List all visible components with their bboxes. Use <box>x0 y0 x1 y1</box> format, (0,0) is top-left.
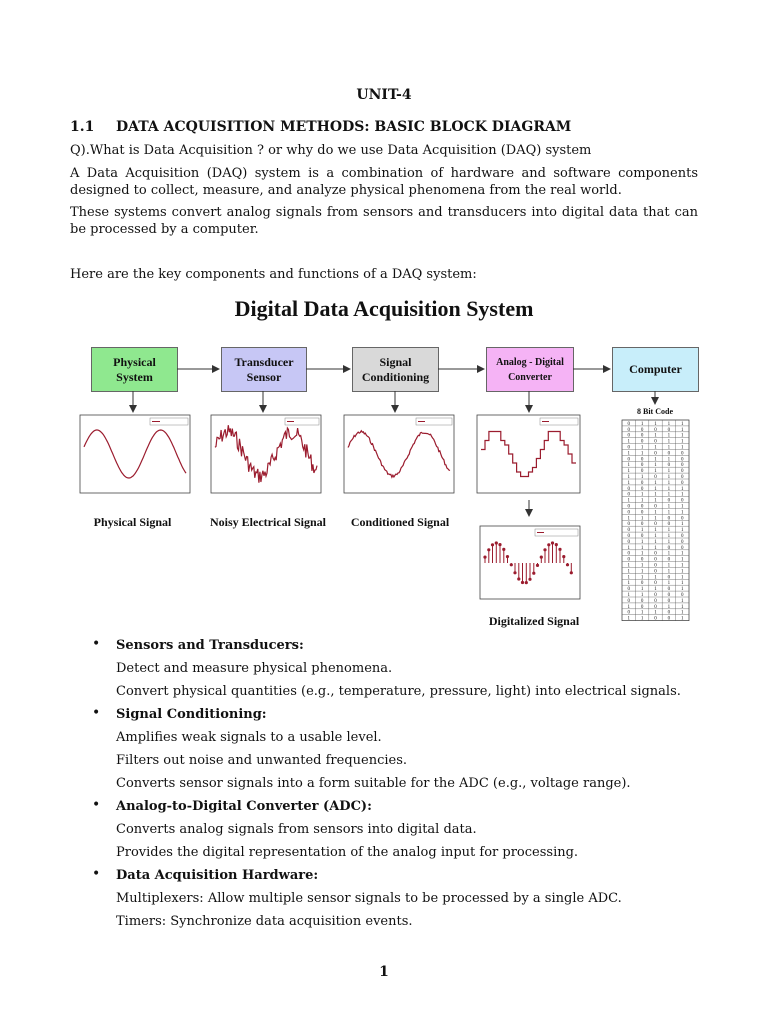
bit-code-cell: 0 <box>654 451 657 457</box>
bit-code-cell: 1 <box>654 534 657 539</box>
bit-code-cell: 1 <box>681 528 684 534</box>
bit-code-cell: 1 <box>681 551 684 557</box>
bit-code-cell: 1 <box>627 581 630 587</box>
bit-code-cell: 1 <box>654 469 657 475</box>
bit-code-cell: 1 <box>654 545 657 551</box>
bit-code-cell: 1 <box>667 433 671 439</box>
list-item-text: Timers: Synchronize data acquisition events. <box>116 914 413 929</box>
list-item-text: Detect and measure physical phenomena. <box>116 661 393 676</box>
block-label: Transducer <box>234 354 294 369</box>
digital-sample-point <box>487 548 490 551</box>
bit-code-cell: 0 <box>640 522 644 528</box>
digital-sample-point <box>502 548 505 551</box>
bit-code-cell: 1 <box>654 610 657 616</box>
bit-code-cell: 0 <box>640 486 644 492</box>
bit-code-cell: 0 <box>640 427 644 433</box>
bit-code-cell: 0 <box>667 522 671 528</box>
digital-sample-point <box>555 543 558 546</box>
bit-code-cell: 1 <box>640 451 644 457</box>
bit-code-cell: 0 <box>654 616 657 622</box>
bit-code-cell: 0 <box>640 534 644 539</box>
bit-code-table <box>622 420 689 622</box>
bit-code-cell: 0 <box>627 486 630 492</box>
bit-code-cell: 1 <box>640 563 644 569</box>
bit-code-cell: 0 <box>681 516 684 522</box>
bullet-icon: • <box>92 797 101 813</box>
block-label: Computer <box>629 362 682 376</box>
bit-code-cell: 0 <box>654 427 657 433</box>
bit-code-cell: 1 <box>667 504 671 510</box>
list-item-title: Data Acquisition Hardware: <box>116 868 319 883</box>
unit-heading: UNIT-4 <box>356 87 412 103</box>
bit-code-cell: 0 <box>681 463 684 469</box>
digital-sample-point <box>483 556 486 559</box>
block-label: Sensor <box>246 369 282 384</box>
bit-code-cell: 1 <box>654 457 657 463</box>
bit-code-cell: 1 <box>640 475 644 480</box>
bit-code-cell: 0 <box>654 557 657 563</box>
components-list <box>92 636 712 935</box>
diagram-title: Digital Data Acquisition System <box>234 296 534 321</box>
bit-code-cell: 0 <box>667 427 671 433</box>
digital-sample-point <box>551 541 554 544</box>
paragraph-components-intro: Here are the key components and functions of a DAQ system: <box>70 267 477 282</box>
bit-code-cell: 1 <box>640 421 644 427</box>
bit-code-cell: 0 <box>640 463 644 469</box>
bit-code-cell: 1 <box>667 457 671 463</box>
bit-code-cell: 1 <box>681 587 684 593</box>
bit-code-cell: 1 <box>627 616 630 622</box>
bit-code-cell: 1 <box>681 569 684 575</box>
bit-code-cell: 1 <box>640 539 644 545</box>
bit-code-cell: 1 <box>627 545 630 551</box>
bit-code-cell: 0 <box>654 551 657 557</box>
block-label: Converter <box>508 371 552 383</box>
bit-code-cell: 0 <box>667 516 671 522</box>
list-item-text: Provides the digital representation of the analog input for processing. <box>116 845 579 860</box>
bit-code-cell: 1 <box>681 522 684 528</box>
digital-sample-point <box>525 581 528 584</box>
bit-code-cell: 1 <box>627 569 630 575</box>
list-item <box>92 797 712 863</box>
bit-code-cell: 0 <box>681 498 684 504</box>
bit-code-cell: 1 <box>627 563 630 569</box>
block-label: System <box>116 369 153 384</box>
bit-code-cell: 1 <box>667 551 671 557</box>
bit-code-cell: 1 <box>640 593 644 598</box>
caption-digitalized-signal: Digitalized Signal <box>488 614 580 628</box>
bit-code-cell: 0 <box>627 587 630 593</box>
bit-code-cell: 0 <box>681 457 684 463</box>
bit-code-cell: 1 <box>667 534 671 539</box>
bit-code-cell: 1 <box>627 604 630 610</box>
bullet-icon: • <box>92 705 101 721</box>
bit-code-cell: 1 <box>681 486 684 492</box>
bit-code-cell: 1 <box>640 575 644 581</box>
bit-code-cell: 0 <box>627 492 630 498</box>
bit-code-cell: 1 <box>681 604 684 610</box>
bullet-icon: • <box>92 866 101 882</box>
bit-code-cell: 0 <box>654 504 657 510</box>
section-number: 1.1 <box>70 119 95 135</box>
bit-code-cell: 1 <box>681 610 684 616</box>
bit-code-cell: 1 <box>667 581 671 587</box>
bit-code-cell: 1 <box>667 492 671 498</box>
bit-code-cell: 0 <box>627 551 630 557</box>
bit-code-cell: 0 <box>627 421 630 427</box>
bit-code-cell: 1 <box>627 516 630 522</box>
bit-code-cell: 1 <box>681 504 684 510</box>
bit-code-cell: 1 <box>654 492 657 498</box>
bit-code-cell: 1 <box>667 510 671 516</box>
bit-code-cell: 1 <box>640 498 644 504</box>
list-item-title: Sensors and Transducers: <box>116 638 304 653</box>
bit-code-cell: 1 <box>681 598 684 604</box>
bit-code-cell: 1 <box>654 539 657 545</box>
list-item <box>92 636 712 702</box>
bit-code-cell: 1 <box>681 563 684 569</box>
bit-code-cell: 0 <box>681 480 684 486</box>
bit-code-cell: 0 <box>654 569 657 575</box>
bit-code-cell: 1 <box>667 563 671 569</box>
digital-sample-point <box>532 572 535 575</box>
list-item-title: Analog-to-Digital Converter (ADC): <box>116 799 372 814</box>
list-item <box>92 866 712 932</box>
bit-code-cell: 1 <box>681 557 684 563</box>
bit-code-cell: 0 <box>627 504 630 510</box>
block-label: Conditioning <box>361 369 430 384</box>
bit-code-cell: 1 <box>627 480 630 486</box>
caption-physical-signal: Physical Signal <box>93 515 172 529</box>
bit-code-cell: 0 <box>654 593 657 598</box>
bit-code-cell: 0 <box>667 593 671 598</box>
plot-frame-physical <box>80 415 190 493</box>
bit-code-cell: 0 <box>627 433 630 439</box>
bit-code-cell: 0 <box>681 475 684 480</box>
bit-code-cell: 0 <box>640 504 644 510</box>
list-item-text: Converts analog signals from sensors into digital data. <box>116 822 477 837</box>
bit-code-cell: 1 <box>681 433 684 439</box>
bit-code-cell: 0 <box>640 557 644 563</box>
bit-code-cell: 1 <box>654 486 657 492</box>
list-item-text: Convert physical quantities (e.g., temperature, pressure, light) into electrical signals. <box>116 684 681 699</box>
bit-code-cell: 0 <box>627 598 630 604</box>
bit-code-cell: 0 <box>667 616 671 622</box>
bit-code-cell: 0 <box>640 469 644 475</box>
list-item-text: Converts sensor signals into a form suitable for the ADC (e.g., voltage range). <box>116 776 631 791</box>
bit-code-cell: 0 <box>627 427 630 433</box>
digital-sample-point <box>528 578 531 581</box>
digital-sample-point <box>498 543 501 546</box>
bit-code-cell: 0 <box>640 581 644 587</box>
bit-code-cell: 1 <box>654 421 657 427</box>
bit-code-cell: 1 <box>667 528 671 534</box>
digital-sample-point <box>517 577 520 580</box>
bit-code-cell: 1 <box>627 575 630 581</box>
block-label: Signal <box>379 354 412 369</box>
bit-code-cell: 1 <box>654 528 657 534</box>
bit-code-cell: 0 <box>667 575 671 581</box>
bit-code-cell: 0 <box>654 598 657 604</box>
plot-frame-noisy <box>211 415 321 493</box>
digital-sample-point <box>543 548 546 551</box>
bit-code-cell: 0 <box>654 439 657 445</box>
caption-conditioned-signal: Conditioned Signal <box>350 515 450 529</box>
bit-code-cell: 0 <box>627 522 630 528</box>
bit-code-cell: 1 <box>654 510 657 516</box>
list-item-text: Amplifies weak signals to a usable level. <box>116 730 382 745</box>
list-item-title: Signal Conditioning: <box>116 707 267 722</box>
list-item-text: Multiplexers: Allow multiple sensor signals to be processed by a single ADC. <box>116 891 622 906</box>
bit-code-cell: 0 <box>640 439 644 445</box>
bit-code-cell: 1 <box>667 539 671 545</box>
bit-code-cell: 1 <box>667 486 671 492</box>
plot-frame-conditioned <box>344 415 454 493</box>
paragraph-daq-conversion: These systems convert analog signals from sensors and transducers into digital data that can be processed by a computer. <box>70 205 698 237</box>
bit-code-cell: 0 <box>681 539 684 545</box>
bit-code-cell: 1 <box>640 551 644 557</box>
bullet-icon: • <box>92 636 101 652</box>
bit-code-cell: 1 <box>640 616 644 622</box>
bit-code-cell: 1 <box>654 516 657 522</box>
bit-code-cell: 1 <box>640 492 644 498</box>
bit-code-cell: 0 <box>640 480 644 486</box>
bit-code-cell: 0 <box>640 510 644 516</box>
bit-code-cell: 0 <box>654 581 657 587</box>
digital-sample-point <box>491 543 494 546</box>
section-title: DATA ACQUISITION METHODS: BASIC BLOCK DIAGRAM <box>116 119 572 135</box>
bit-code-cell: 1 <box>627 439 630 445</box>
bit-code-cell: 0 <box>667 557 671 563</box>
plot-frame-digital <box>480 526 580 599</box>
bit-code-cell: 1 <box>627 469 630 475</box>
block-label: Analog - Digital <box>496 356 564 368</box>
digital-sample-point <box>570 571 573 574</box>
bit-code-cell: 0 <box>681 534 684 539</box>
bit-code-cell: 1 <box>640 445 644 451</box>
digital-sample-point <box>540 556 543 559</box>
bit-code-cell: 0 <box>627 457 630 463</box>
digital-sample-point <box>510 563 513 566</box>
bit-code-cell: 0 <box>640 604 644 610</box>
bit-code-cell: 0 <box>681 451 684 457</box>
digital-sample-point <box>513 571 516 574</box>
bit-code-cell: 0 <box>667 587 671 593</box>
bit-code-cell: 1 <box>640 587 644 593</box>
bit-code-cell: 0 <box>654 522 657 528</box>
bit-code-cell: 0 <box>667 451 671 457</box>
bit-code-cell: 1 <box>667 480 671 486</box>
bit-code-cell: 0 <box>667 610 671 616</box>
bit-code-cell: 1 <box>654 480 657 486</box>
bit-code-cell: 1 <box>654 445 657 451</box>
bit-code-cell: 1 <box>640 545 644 551</box>
bit-code-cell: 1 <box>681 616 684 622</box>
bit-code-cell: 0 <box>654 475 657 480</box>
bit-code-cell: 0 <box>627 539 630 545</box>
bit-code-cell: 1 <box>654 575 657 581</box>
list-item-text: Filters out noise and unwanted frequencies. <box>116 753 408 768</box>
bit-code-cell: 0 <box>640 433 644 439</box>
bit-code-cell: 1 <box>667 439 671 445</box>
bit-code-cell: 1 <box>681 575 684 581</box>
bit-code-cell: 1 <box>667 604 671 610</box>
bit-code-cell: 1 <box>640 528 644 534</box>
bit-code-cell: 1 <box>654 433 657 439</box>
bit-code-cell: 1 <box>667 469 671 475</box>
plot-frame-adc <box>477 415 580 493</box>
bit-code-cell: 1 <box>654 498 657 504</box>
bit-code-cell: 1 <box>681 510 684 516</box>
bit-code-cell: 1 <box>681 492 684 498</box>
digital-sample-point <box>558 548 561 551</box>
caption-noisy-signal: Noisy Electrical Signal <box>210 515 326 529</box>
bit-code-cell: 1 <box>681 421 684 427</box>
bit-code-cell: 1 <box>667 421 671 427</box>
bit-code-cell: 1 <box>640 569 644 575</box>
bit-code-cell: 1 <box>667 569 671 575</box>
bit-code-cell: 1 <box>667 445 671 451</box>
digital-sample-point <box>547 543 550 546</box>
bit-code-cell: 0 <box>627 510 630 516</box>
bit-code-cell: 0 <box>627 557 630 563</box>
bit-code-cell: 0 <box>667 545 671 551</box>
bit-code-cell: 1 <box>681 439 684 445</box>
bit-code-cell: 1 <box>640 516 644 522</box>
digital-sample-point <box>562 555 565 558</box>
paragraph-daq-definition: A Data Acquisition (DAQ) system is a combination of hardware and software components designed to collect, measure, and analyze physical phenomena from the real world. <box>70 166 698 198</box>
bit-code-cell: 1 <box>640 610 644 616</box>
bit-code-cell: 0 <box>627 610 630 616</box>
bit-code-cell: 1 <box>627 451 630 457</box>
bit-code-cell: 0 <box>627 528 630 534</box>
block-label: Physical <box>113 354 156 369</box>
digital-sample-point <box>495 541 498 544</box>
bit-code-cell: 1 <box>627 463 630 469</box>
bit-code-cell: 1 <box>681 581 684 587</box>
digital-sample-point <box>536 564 539 567</box>
bit-code-cell: 1 <box>627 475 630 480</box>
bit-code-cell: 1 <box>654 463 657 469</box>
bit-code-cell: 0 <box>681 469 684 475</box>
bit-code-cell: 0 <box>640 598 644 604</box>
digital-sample-point <box>521 581 524 584</box>
question-text: Q).What is Data Acquisition ? or why do we use Data Acquisition (DAQ) system <box>70 143 592 158</box>
bit-code-cell: 1 <box>627 498 630 504</box>
bit-code-cell: 0 <box>667 498 671 504</box>
bit-code-cell: 0 <box>681 593 684 598</box>
bit-code-cell: 1 <box>654 587 657 593</box>
bit-code-cell: 0 <box>681 545 684 551</box>
bit-code-label: 8 Bit Code <box>637 407 673 416</box>
bit-code-cell: 1 <box>681 427 684 433</box>
bit-code-cell: 0 <box>627 445 630 451</box>
bit-code-cell: 0 <box>667 598 671 604</box>
bit-code-cell: 0 <box>640 457 644 463</box>
bit-code-cell: 0 <box>667 463 671 469</box>
digital-sample-point <box>506 555 509 558</box>
list-item <box>92 705 712 794</box>
bit-code-cell: 0 <box>627 534 630 539</box>
bit-code-cell: 1 <box>627 593 630 598</box>
digital-sample-point <box>566 563 569 566</box>
bit-code-cell: 1 <box>681 445 684 451</box>
bit-code-cell: 1 <box>667 475 671 480</box>
bit-code-cell: 0 <box>654 563 657 569</box>
page-number: 1 <box>379 964 389 980</box>
bit-code-cell: 0 <box>654 604 657 610</box>
